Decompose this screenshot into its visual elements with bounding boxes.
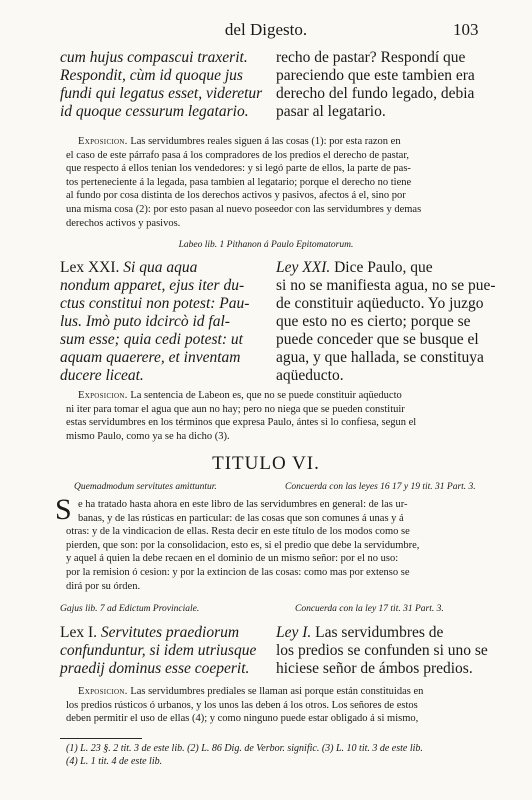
concordance-note: Concuerda con las leyes 16 17 y 19 tit. 31 Part. 3. [285, 482, 476, 492]
intro-text: banas, y de las rústicas en particular: de las cosas que son comunes á unas y á [78, 512, 404, 524]
ley-text: si no se manifiesta agua, no se pue- [276, 277, 496, 294]
lex-1-latin [60, 624, 256, 678]
intro-text: por la remision ó cesion: y por la extincion de las cosas: como mas por extenso se [66, 566, 410, 578]
exposicion-note-3 [66, 685, 423, 726]
exposicion-label: Exposicion. [78, 686, 128, 697]
exposicion-text: Las servidumbres prediales se llaman asi porque están constituidas en [130, 686, 424, 697]
exposicion-label: Exposicion. [78, 390, 128, 401]
lex-heading: Lex I. [60, 624, 98, 641]
spanish-line: pareciendo que este tambien era [276, 67, 475, 84]
intro-text: dirá por su órden. [66, 580, 141, 592]
exposicion-text: mismo Paulo, como ya se ha dicho (3). [66, 430, 230, 442]
lex-21-latin [60, 259, 249, 385]
lex-text: confunduntur, si idem utriusque [60, 642, 257, 659]
exposicion-text: estas servidumbres en los términos que expresa Paulo, ántes si lo confiesa, segun el [66, 417, 417, 429]
footnote-line: (1) L. 23 §. 2 tit. 3 de este lib. (2) L. 86 Dig. de Verbor. signific. (3) L. 10 tit. 3 de este lib. [66, 743, 423, 754]
exposicion-text: al fundo por cosa distinta de los derechos activos y pasivos, afectos á el, sino por [66, 190, 406, 202]
exposicion-text: tos perteneciente á la legada, pasa tambien al legatario; porque el derecho no tiene [66, 176, 412, 188]
exposicion-note-1 [66, 135, 421, 230]
ley-1-spanish [276, 624, 488, 678]
lex-text: lus. Imò puto idcircò id fal- [60, 313, 230, 330]
footnote-divider [60, 738, 142, 739]
running-title: del Digesto. [224, 20, 308, 39]
ley-text: hiciese señor de ámbos predios. [276, 660, 473, 677]
latin-line: id quoque cessurum legatario. [60, 103, 249, 120]
ley-heading: Ley I. [276, 624, 312, 641]
concordance-note: Concuerda con la ley 17 tit. 31 Part. 3. [295, 604, 444, 614]
intro-text: otras: y de la vindicacion de ellas. Resta decir en este título de los modos como se [66, 526, 410, 538]
ley-heading: Ley XXI. [276, 259, 331, 276]
ley-text: Dice Paulo, que [334, 259, 433, 276]
spanish-line: pasar al legatario. [276, 103, 386, 120]
exposicion-text: derechos activos y pasivos. [66, 217, 181, 229]
lex-text: nondum apparet, ejus iter du- [60, 277, 245, 294]
spanish-line: recho de pastar? Respondí que [276, 49, 466, 66]
exposicion-text: que respecto á ellos tenian los vendedores: y si legó parte de ellos, la parte de pas- [66, 163, 411, 175]
exposicion-text: los predios rústicos ó urbanos, y los unos las deben á los otros. Los señores de estos [66, 699, 418, 711]
exposicion-text: Las servidumbres reales siguen á las cosas (1): por esta razon en [130, 136, 401, 147]
ley-text: aqüeducto. [276, 367, 344, 384]
spanish-line: derecho del fundo legado, debia [276, 85, 475, 102]
intro-text: y aquel á quien la debe recaen en el dominio de un mismo señor: por el no uso: [66, 553, 399, 565]
top-spanish-column [276, 49, 475, 121]
intro-paragraph [66, 498, 419, 593]
source-citation: Labeo lib. 1 Pithanon á Paulo Epitomatorum. [178, 240, 354, 250]
ley-text: puede conceder que se busque el [276, 331, 479, 348]
intro-text: e ha tratado hasta ahora en este libro de las servidumbres en general: de las ur- [78, 499, 408, 510]
ley-21-spanish [276, 259, 496, 385]
lex-text: ducere liceat. [60, 367, 144, 384]
latin-line: fundi qui legatus esset, videretur [60, 85, 263, 102]
ley-text: que esto no es cierto; porque se [276, 313, 471, 330]
latin-line: cum hujus compascui traxerit. [60, 49, 248, 66]
lex-text: praedij dominus esse coeperit. [60, 660, 250, 677]
exposicion-text: el caso de este párrafo pasa á los compradores de los predios el derecho de pastar, [66, 149, 410, 161]
ley-text: los predios se confunden si uno se [276, 642, 488, 659]
title-subtitle: Quemadmodum servitutes amittuntur. [74, 482, 217, 492]
lex-text: ctus constitui non potest: Pau- [60, 295, 250, 312]
intro-text: pierden, que son: por la consolidacion, esto es, si el predio que debe la servidumbre, [66, 539, 420, 551]
ley-text: agua, y que hallada, se constituya [276, 349, 484, 366]
exposicion-text: ni iter para tomar el agua que aun no hay; pero no niega que se pueden constituir [66, 403, 405, 415]
lex-text: aquam quaerere, et inventam [60, 349, 241, 366]
lex-heading: Lex XXI. [60, 259, 120, 276]
exposicion-label: Exposicion. [78, 136, 128, 147]
lex-text: Si qua aqua [123, 259, 198, 276]
exposicion-text: deben permitir el uso de ellas (4); y como ninguno puede estar obligado á si mismo, [66, 713, 419, 725]
source-citation: Gajus lib. 7 ad Edictum Provinciale. [60, 604, 200, 614]
drop-cap: S [55, 493, 72, 526]
ley-text: Las servidumbres de [315, 624, 444, 641]
page-number: 103 [453, 20, 479, 39]
latin-line: Respondit, cùm id quoque jus [60, 67, 243, 84]
top-latin-column [60, 49, 262, 121]
lex-text: Servitutes praediorum [100, 624, 240, 641]
exposicion-note-2 [66, 389, 416, 443]
exposicion-text: una misma cosa (2): por esto pasan al nuevo poseedor con las servidumbres y demas [66, 203, 422, 215]
lex-text: sum esse; quia cedi potest: ut [60, 331, 243, 348]
exposicion-text: La sentencia de Labeon es, que no se puede constituir aqüeducto [130, 390, 402, 401]
ley-text: de constituir aqüeducto. Yo juzgo [276, 295, 484, 312]
footnotes [66, 742, 423, 768]
footnote-line: (4) L. 1 tit. 4 de este lib. [66, 756, 163, 767]
section-title: TITULO VI. [212, 453, 320, 474]
